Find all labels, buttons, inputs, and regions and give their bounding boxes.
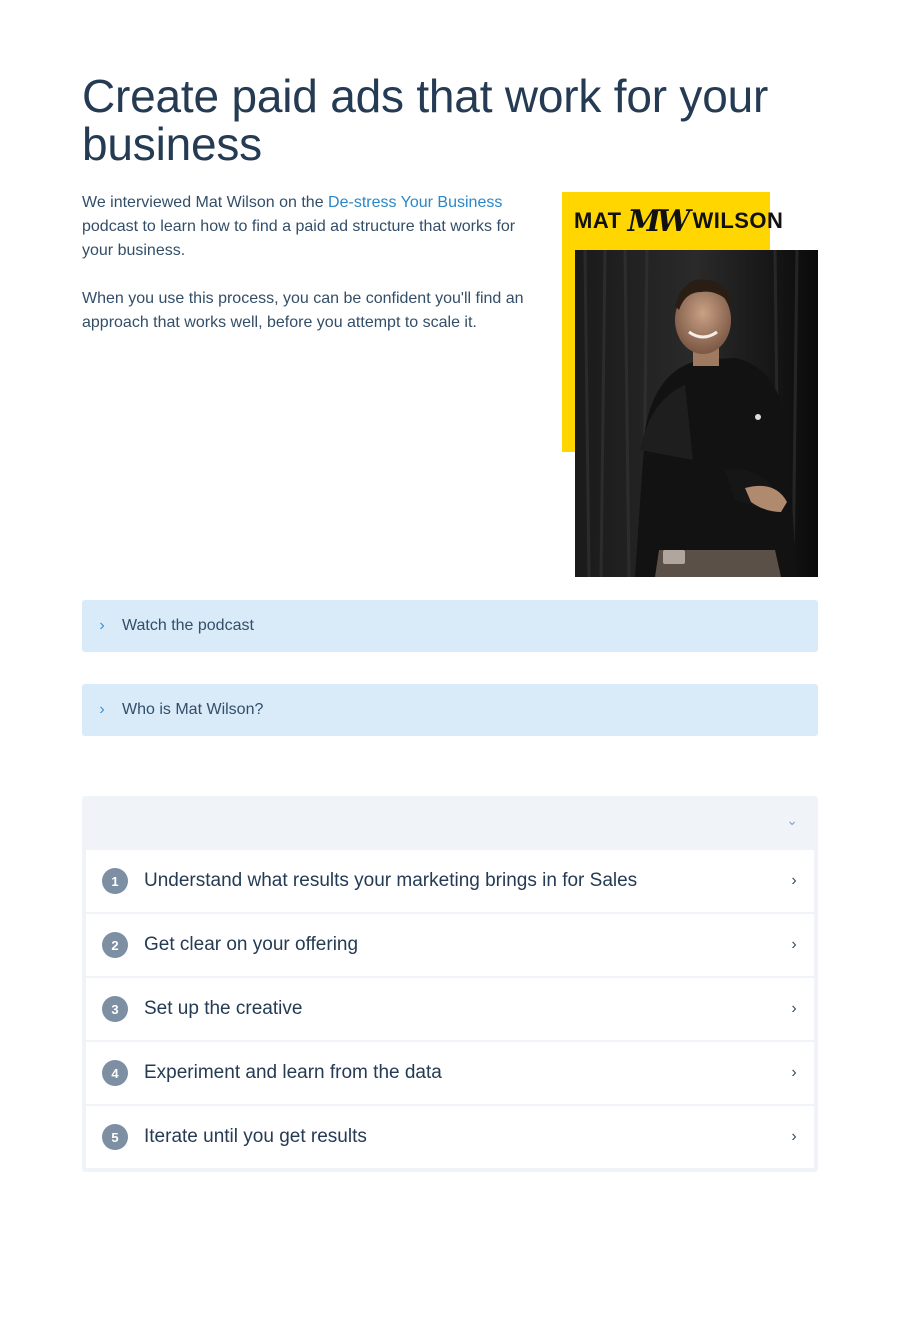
step-title: Set up the creative <box>144 998 303 1019</box>
step-item-1[interactable] <box>86 850 814 912</box>
chevron-right-icon: › <box>791 936 797 953</box>
step-title: Get clear on your offering <box>144 934 359 955</box>
intro-text <box>82 191 542 359</box>
podcast-link[interactable]: De-stress Your Business <box>328 194 503 211</box>
logo-mark: MW <box>627 203 687 239</box>
chevron-down-icon[interactable]: ⌄ <box>786 812 798 828</box>
step-item-5[interactable] <box>86 1106 814 1168</box>
chevron-right-icon: › <box>99 617 105 634</box>
chevron-right-icon: › <box>791 872 797 889</box>
step-number-badge: 3 <box>102 996 128 1022</box>
step-title: Iterate until you get results <box>144 1126 367 1147</box>
step-number-badge: 1 <box>102 868 128 894</box>
chevron-right-icon: › <box>791 1064 797 1081</box>
accordion-label: Who is Mat Wilson? <box>122 701 264 718</box>
chevron-right-icon: › <box>791 1000 797 1017</box>
step-title: Experiment and learn from the data <box>144 1062 442 1083</box>
page-title: Create paid ads that work for your business <box>82 70 769 170</box>
step-number-badge: 4 <box>102 1060 128 1086</box>
speaker-photo <box>575 250 818 577</box>
intro-text-after: podcast to learn how to find a paid ad structure that works for your business. <box>82 218 516 259</box>
intro-paragraph-2: When you use this process, you can be confident you'll find an approach that works well, before you attempt to scale it. <box>82 290 524 331</box>
step-item-3[interactable] <box>86 978 814 1040</box>
step-title: Understand what results your marketing brings in for Sales <box>144 870 638 891</box>
chevron-right-icon: › <box>791 1128 797 1145</box>
accordion-watch-podcast[interactable] <box>82 600 818 652</box>
intro-paragraph-1 <box>82 191 542 263</box>
step-number-badge: 5 <box>102 1124 128 1150</box>
logo-text-mat: MAT <box>574 208 622 233</box>
steps-panel <box>82 796 818 1172</box>
speaker-illustration <box>575 250 818 577</box>
logo-text-wilson: WILSON <box>692 208 784 233</box>
step-item-4[interactable] <box>86 1042 814 1104</box>
accordion-label: Watch the podcast <box>122 617 254 634</box>
chevron-right-icon: › <box>99 701 105 718</box>
step-number-badge: 2 <box>102 932 128 958</box>
intro-text-before: We interviewed Mat Wilson on the <box>82 194 329 211</box>
mat-wilson-logo <box>574 202 783 240</box>
step-item-2[interactable] <box>86 914 814 976</box>
hero-image <box>562 192 818 577</box>
accordion-who-is-mat-wilson[interactable] <box>82 684 818 736</box>
